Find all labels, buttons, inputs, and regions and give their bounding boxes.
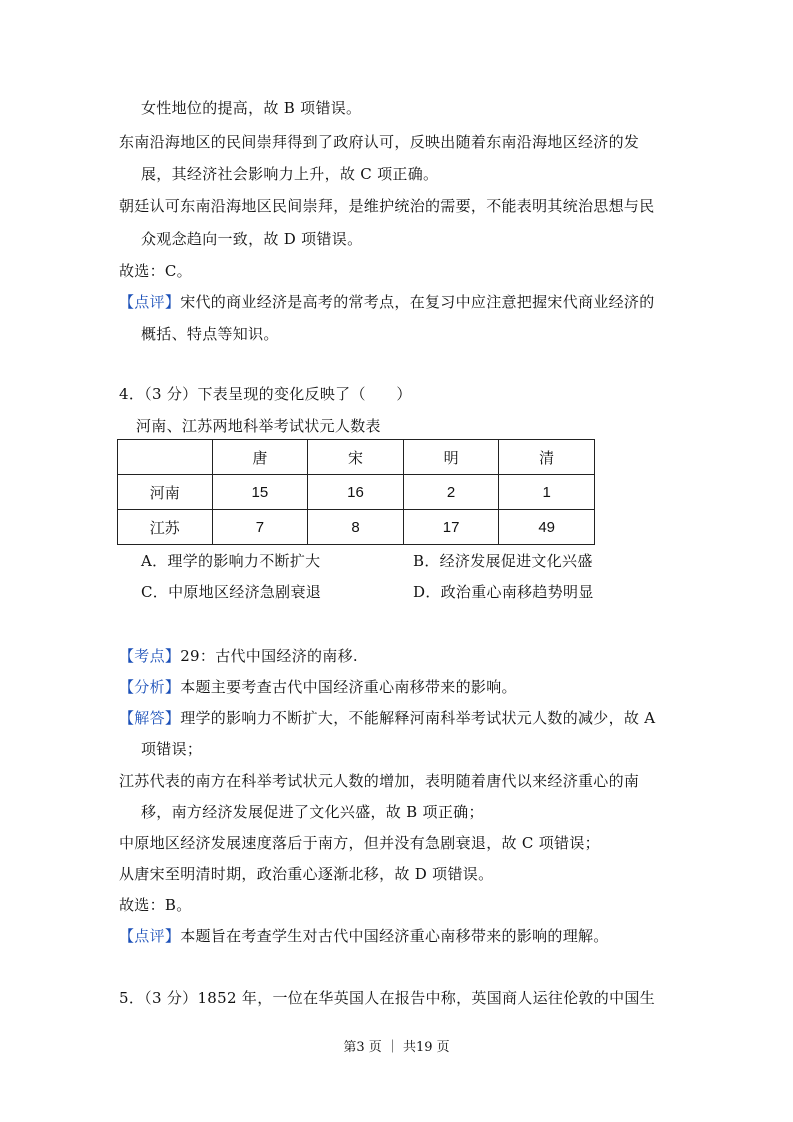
fenxi-line [119, 677, 517, 697]
option-b: B．经济发展促进文化兴盛 [413, 552, 593, 570]
table-cell: 17 [403, 510, 499, 545]
table-header-cell [118, 440, 213, 475]
table-cell: 15 [212, 475, 308, 510]
table-cell: 7 [212, 510, 308, 545]
pingjia-text: 本题旨在考查学生对古代中国经济重心南移带来的影响的理解。 [180, 927, 609, 945]
question-5-stem: 5．（3 分）1852 年，一位在华英国人在报告中称，英国商人运往伦敦的中国生 [119, 989, 655, 1007]
question-4-stem: 4．（3 分）下表呈现的变化反映了（ ） [119, 385, 412, 403]
table-cell: 1 [499, 475, 595, 510]
table-header-cell: 唐 [212, 440, 308, 475]
jieda-line [119, 708, 655, 728]
fenxi-text: 本题主要考查古代中国经济重心南移带来的影响。 [180, 678, 517, 696]
jieda-tag: 【解答】 [119, 709, 181, 727]
table-header-cell: 明 [403, 440, 499, 475]
score-table [117, 439, 595, 545]
comment-tag: 【点评】 [119, 293, 181, 311]
row-label: 河南 [118, 475, 213, 510]
text-line: 女性地位的提高，故 B 项错误。 [141, 99, 362, 117]
text-line: 从唐宋至明清时期，政治重心逐渐北移，故 D 项错误。 [119, 865, 494, 883]
pingjia-tag: 【点评】 [119, 927, 181, 945]
text-line: 展，其经济社会影响力上升，故 C 项正确。 [141, 165, 439, 183]
text-line: 移，南方经济发展促进了文化兴盛，故 B 项正确； [141, 803, 484, 821]
comment-line [119, 292, 655, 312]
table-cell: 49 [499, 510, 595, 545]
table-row [118, 510, 595, 545]
text-line: 众观念趋向一致，故 D 项错误。 [141, 230, 363, 248]
page-footer: 第3 页 ｜ 共19 页 [343, 1040, 450, 1055]
jieda-text: 理学的影响力不断扩大，不能解释河南科举考试状元人数的减少，故 A [180, 709, 656, 727]
pingjia-line [119, 926, 609, 946]
table-row [118, 475, 595, 510]
text-line: 概括、特点等知识。 [141, 325, 279, 343]
table-cell: 2 [403, 475, 499, 510]
text-line: 江苏代表的南方在科举考试状元人数的增加，表明随着唐代以来经济重心的南 [119, 772, 640, 790]
kaodian-tag: 【考点】 [119, 647, 181, 665]
text-line: 项错误； [141, 740, 203, 758]
text-line: 东南沿海地区的民间崇拜得到了政府认可，反映出随着东南沿海地区经济的发 [119, 133, 640, 151]
text-line: 朝廷认可东南沿海地区民间崇拜，是维护统治的需要，不能表明其统治思想与民 [119, 197, 655, 215]
comment-text: 宋代的商业经济是高考的常考点，在复习中应注意把握宋代商业经济的 [180, 293, 655, 311]
kaodian-line [119, 646, 358, 666]
table-cell: 16 [308, 475, 404, 510]
option-c: C．中原地区经济急剧衰退 [141, 583, 322, 601]
option-a: A．理学的影响力不断扩大 [141, 552, 321, 570]
row-label: 江苏 [118, 510, 213, 545]
table-title: 河南、江苏两地科举考试状元人数表 [136, 417, 381, 435]
fenxi-tag: 【分析】 [119, 678, 181, 696]
text-line: 中原地区经济发展速度落后于南方，但并没有急剧衰退，故 C 项错误； [119, 834, 600, 852]
table-header-cell: 宋 [308, 440, 404, 475]
table-cell: 8 [308, 510, 404, 545]
option-d: D．政治重心南移趋势明显 [413, 583, 594, 601]
table-header-row [118, 440, 595, 475]
answer-line: 故选：C。 [119, 262, 192, 280]
table-header-cell: 清 [499, 440, 595, 475]
answer-line: 故选：B。 [119, 896, 192, 914]
kaodian-text: 29：古代中国经济的南移. [180, 647, 358, 665]
